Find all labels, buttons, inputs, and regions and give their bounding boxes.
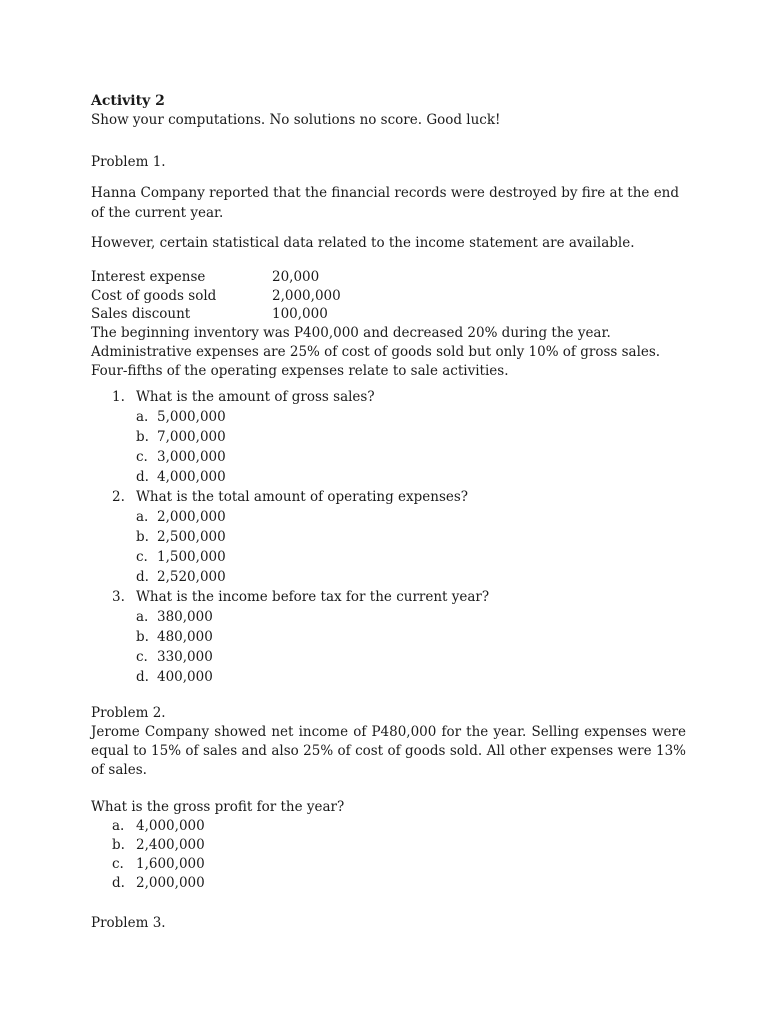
option-item bbox=[136, 607, 686, 627]
problem2-option-list bbox=[91, 817, 686, 893]
option-text: 400,000 bbox=[157, 668, 213, 685]
option-text: 4,000,000 bbox=[136, 817, 205, 834]
option-item bbox=[136, 467, 686, 487]
fact-line: Four-fifths of the operating expenses relate to sale activities. bbox=[91, 362, 509, 379]
option-item bbox=[136, 507, 686, 527]
option-item bbox=[136, 407, 686, 427]
option-letter: b. bbox=[136, 528, 149, 545]
option-letter: a. bbox=[112, 817, 125, 834]
option-letter: b. bbox=[136, 628, 149, 645]
question-item bbox=[91, 487, 686, 587]
fact-line: Administrative expenses are 25% of cost of goods sold but only 10% of gross sales. bbox=[91, 343, 661, 360]
option-letter: d. bbox=[112, 874, 125, 891]
problem1-heading: Problem 1. bbox=[91, 154, 166, 170]
problem2-body: Jerome Company showed net income of P480,000 for the year. Selling expenses were equal to 15% of sales and also 25% of cost of goods sold. All other expenses were 13% of sales. bbox=[91, 723, 686, 778]
problem1-questions bbox=[91, 387, 686, 687]
data-label: Cost of goods sold bbox=[91, 287, 217, 304]
option-letter: d. bbox=[136, 668, 149, 685]
option-letter: c. bbox=[136, 448, 148, 465]
option-text: 3,000,000 bbox=[157, 448, 226, 465]
problem2-question: What is the gross profit for the year? bbox=[91, 798, 345, 815]
option-text: 2,000,000 bbox=[136, 874, 205, 891]
option-letter: c. bbox=[136, 548, 148, 565]
question-item bbox=[91, 587, 686, 687]
option-item bbox=[136, 547, 686, 567]
problem1-data-note: However, certain statistical data related to the income statement are available. bbox=[91, 235, 635, 251]
option-letter: a. bbox=[136, 408, 149, 425]
option-text: 2,500,000 bbox=[157, 528, 226, 545]
option-item bbox=[136, 527, 686, 547]
problem2-heading: Problem 2. bbox=[91, 704, 166, 721]
problem1-data-table bbox=[91, 268, 341, 324]
option-item bbox=[136, 627, 686, 647]
problem1-facts bbox=[91, 324, 686, 381]
option-letter: d. bbox=[136, 468, 149, 485]
data-value: 2,000,000 bbox=[272, 287, 341, 304]
option-text: 1,600,000 bbox=[136, 855, 205, 872]
option-item bbox=[91, 874, 686, 893]
question-text: What is the total amount of operating expenses? bbox=[136, 488, 469, 505]
option-letter: a. bbox=[136, 608, 149, 625]
option-item bbox=[91, 817, 686, 836]
question-item bbox=[91, 387, 686, 487]
option-text: 4,000,000 bbox=[157, 468, 226, 485]
question-text: What is the amount of gross sales? bbox=[136, 388, 375, 405]
option-text: 380,000 bbox=[157, 608, 213, 625]
table-row bbox=[91, 305, 341, 324]
question-number: 2. bbox=[112, 488, 125, 505]
table-row bbox=[91, 287, 341, 306]
data-label: Interest expense bbox=[91, 269, 206, 285]
question-number: 1. bbox=[112, 388, 125, 405]
option-text: 480,000 bbox=[157, 628, 213, 645]
option-letter: d. bbox=[136, 568, 149, 585]
option-text: 5,000,000 bbox=[157, 408, 226, 425]
problem3-heading: Problem 3. bbox=[91, 914, 166, 931]
option-text: 1,500,000 bbox=[157, 548, 226, 565]
data-value: 20,000 bbox=[272, 269, 320, 285]
option-letter: c. bbox=[136, 648, 148, 665]
data-label: Sales discount bbox=[91, 306, 191, 322]
option-item bbox=[136, 667, 686, 687]
table-row bbox=[91, 268, 341, 287]
option-text: 2,400,000 bbox=[136, 836, 205, 853]
option-letter: b. bbox=[136, 428, 149, 445]
document-page bbox=[91, 92, 686, 933]
option-item bbox=[136, 447, 686, 467]
option-item bbox=[91, 836, 686, 855]
option-letter: a. bbox=[136, 508, 149, 525]
question-text: What is the income before tax for the current year? bbox=[136, 588, 490, 605]
option-item bbox=[136, 567, 686, 587]
option-letter: b. bbox=[112, 836, 125, 853]
option-item bbox=[91, 855, 686, 874]
option-item bbox=[136, 647, 686, 667]
option-letter: c. bbox=[112, 855, 124, 872]
option-text: 2,000,000 bbox=[157, 508, 226, 525]
option-text: 7,000,000 bbox=[157, 428, 226, 445]
question-number: 3. bbox=[112, 588, 125, 605]
option-item bbox=[136, 427, 686, 447]
activity-title: Activity 2 bbox=[91, 93, 165, 109]
data-value: 100,000 bbox=[272, 306, 328, 322]
option-list bbox=[136, 507, 686, 587]
activity-instructions: Show your computations. No solutions no score. Good luck! bbox=[91, 112, 501, 128]
option-text: 330,000 bbox=[157, 648, 213, 665]
option-list bbox=[136, 407, 686, 487]
option-list bbox=[136, 607, 686, 687]
problem1-intro: Hanna Company reported that the financial records were destroyed by fire at the end of the current year. bbox=[91, 185, 680, 221]
fact-line: The beginning inventory was P400,000 and decreased 20% during the year. bbox=[91, 324, 611, 341]
option-text: 2,520,000 bbox=[157, 568, 226, 585]
